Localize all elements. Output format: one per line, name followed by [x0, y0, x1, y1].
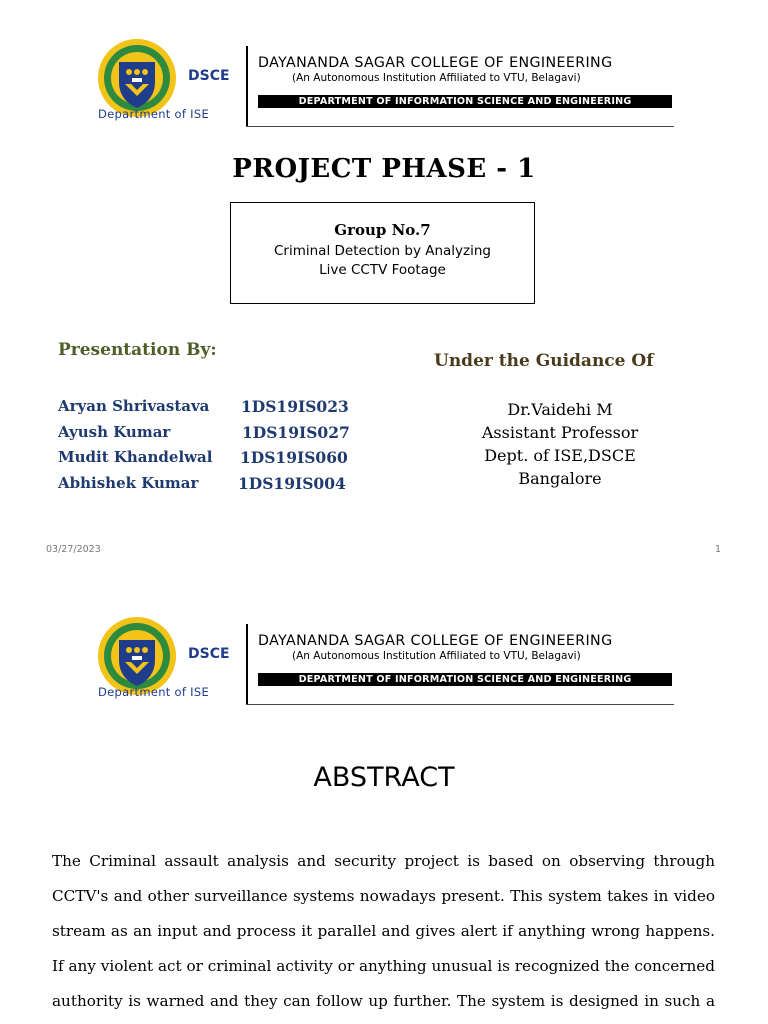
member-usn: 1DS19IS023 — [241, 397, 349, 416]
project-title-line-2: Live CCTV Footage — [319, 262, 446, 278]
abstract-paragraph — [52, 844, 715, 1019]
abstract-line: stream as an input and process it parallel and gives alert if anything wrong happens. — [52, 922, 715, 940]
abstract-line: The Criminal assault analysis and security project is based on observing through — [52, 852, 715, 870]
header-divider — [246, 624, 248, 704]
abstract-line: If any violent act or criminal activity or anything unusual is recognized the concerned — [52, 957, 715, 975]
member-name: Mudit Khandelwal — [58, 448, 213, 466]
slide-page-number: 1 — [715, 544, 722, 555]
department-banner: DEPARTMENT OF INFORMATION SCIENCE AND ENGINEERING — [258, 673, 672, 686]
presentation-by-heading: Presentation By: — [58, 340, 217, 360]
header-divider — [246, 46, 248, 126]
member-name: Aryan Shrivastava — [58, 397, 210, 415]
guide-city: Bangalore — [518, 469, 602, 488]
college-subtitle: (An Autonomous Institution Affiliated to VTU, Belagavi) — [292, 650, 581, 662]
department-banner: DEPARTMENT OF INFORMATION SCIENCE AND ENGINEERING — [258, 95, 672, 108]
college-header — [92, 38, 676, 128]
project-title-line-1: Criminal Detection by Analyzing — [274, 243, 491, 259]
department-short-label: Department of ISE — [98, 107, 210, 121]
slide-title: PROJECT PHASE - 1 — [232, 154, 536, 184]
college-logo-icon — [94, 38, 180, 118]
college-logo-icon — [94, 616, 180, 696]
slide-2 — [0, 578, 768, 1024]
department-short-label: Department of ISE — [98, 685, 210, 699]
member-usn: 1DS19IS060 — [240, 448, 348, 467]
header-rule — [246, 704, 674, 705]
header-rule — [246, 126, 674, 127]
slide-date: 03/27/2023 — [46, 544, 101, 555]
abstract-heading: ABSTRACT — [313, 762, 455, 793]
member-usn: 1DS19IS004 — [238, 473, 346, 493]
guide-details — [440, 398, 680, 490]
group-info-box — [230, 202, 535, 304]
group-number: Group No.7 — [334, 221, 431, 239]
member-name: Abhishek Kumar — [58, 473, 199, 492]
college-short-name: DSCE — [188, 646, 230, 662]
college-short-name: DSCE — [188, 68, 230, 84]
college-name: DAYANANDA SAGAR COLLEGE OF ENGINEERING — [258, 633, 613, 649]
guide-name: Dr.Vaidehi M — [507, 400, 613, 419]
guide-designation: Assistant Professor — [481, 423, 639, 442]
abstract-line: authority is warned and they can follow up further. The system is designed in such a — [52, 992, 715, 1010]
member-usn: 1DS19IS027 — [242, 422, 350, 442]
abstract-line: CCTV's and other surveillance systems nowadays present. This system takes in video — [52, 887, 715, 905]
college-subtitle: (An Autonomous Institution Affiliated to VTU, Belagavi) — [292, 72, 581, 84]
guidance-heading: Under the Guidance Of — [434, 351, 654, 371]
college-header — [92, 616, 676, 706]
college-name: DAYANANDA SAGAR COLLEGE OF ENGINEERING — [258, 55, 613, 71]
slide-separator — [0, 570, 768, 578]
guide-department: Dept. of ISE,DSCE — [484, 446, 636, 465]
member-name: Ayush Kumar — [58, 422, 171, 441]
